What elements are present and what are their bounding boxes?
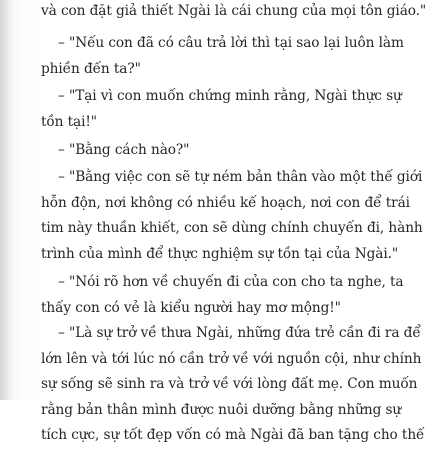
text-line: – "Nếu con đã có câu trả lời thì tại sao lại luôn làm: [58, 35, 404, 51]
paragraph-3: [41, 84, 402, 135]
paragraph-7: [41, 321, 425, 449]
paragraph-5: [41, 165, 423, 267]
text-line: rằng bản thân mình được nuôi dưỡng bằng những sự: [41, 401, 402, 418]
text-line: tim này thuần khiết, con sẽ dùng chính chuyến đi, hành: [41, 220, 423, 236]
page-gutter-shadow: [0, 0, 14, 400]
text-line: – "Bằng cách nào?": [58, 142, 190, 158]
paragraph-1: [41, 0, 426, 25]
text-line: trình của mình để thực nghiệm sự tồn tại của Ngài.": [41, 245, 399, 262]
text-line: tồn tại!": [41, 113, 97, 130]
text-line: – "Tại vì con muốn chứng minh rằng, Ngài thực sự: [58, 88, 402, 104]
text-line: phiền đến ta?": [41, 60, 141, 77]
text-line: và con đặt giả thiết Ngài là cái chung của mọi tôn giáo.": [41, 3, 426, 19]
paragraph-6: [41, 270, 404, 321]
text-line: hỗn độn, nơi không có nhiều kế hoạch, nơi con để trái: [41, 194, 410, 211]
text-line: sự sống sẽ sinh ra và trở về với lòng đất mẹ. Con muốn: [41, 376, 418, 392]
text-line: – "Nói rõ hơn về chuyến đi của con cho ta nghe, ta: [58, 274, 404, 290]
text-line: – "Là sự trở về thưa Ngài, những đứa trẻ cần đi ra để: [58, 325, 421, 341]
text-line: tích cực, sự tốt đẹp vốn có mà Ngài đã ban tặng cho thế: [41, 427, 425, 443]
paragraph-4: [41, 138, 384, 164]
text-line: lớn lên và tới lúc nó cần trở về với nguồn cội, như chính: [41, 350, 422, 367]
paragraph-2: [41, 31, 404, 82]
text-line: – "Bằng việc con sẽ tự ném bản thân vào một thế giới: [58, 169, 423, 185]
text-line: thấy con có vẻ là kiểu người hay mơ mộng!": [41, 299, 341, 316]
